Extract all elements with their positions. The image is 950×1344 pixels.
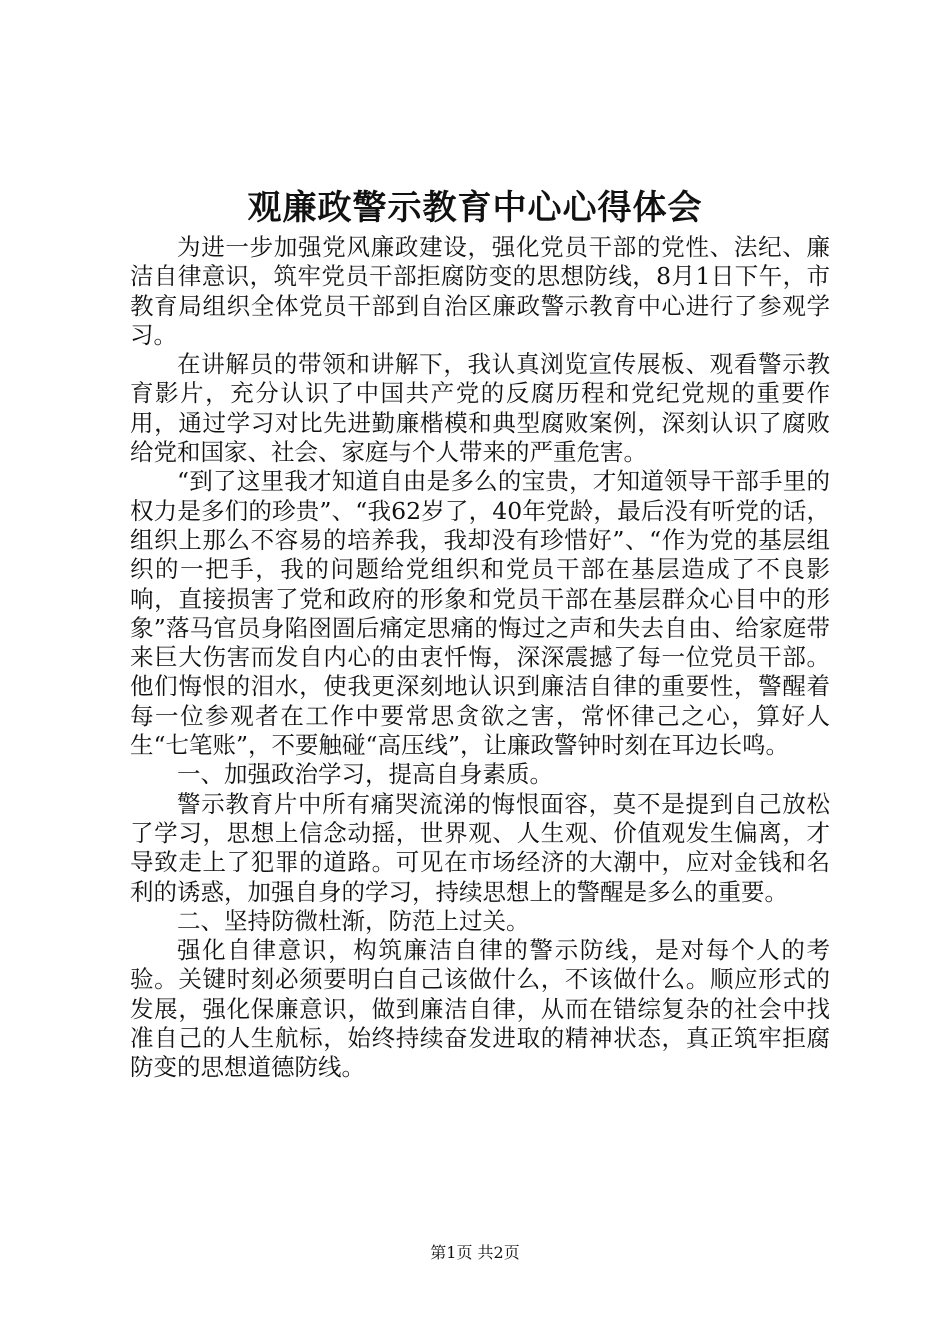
paragraph-intro: 为进一步加强党风廉政建设，强化党员干部的党性、法纪、廉洁自律意识，筑牢党员干部拒腐防变的思想防线，8月1日下午，市教育局组织全体党员干部到自治区廉政警示教育中心进行了参观学习。 xyxy=(130,233,830,349)
page-number-footer: 第1页 共2页 xyxy=(430,1243,520,1262)
document-body xyxy=(130,233,830,1083)
paragraph-visit: 在讲解员的带领和讲解下，我认真浏览宣传展板、观看警示教育影片，充分认识了中国共产党的反腐历程和党纪党规的重要作用，通过学习对比先进勤廉楷模和典型腐败案例，深刻认识了腐败给党和国家、社会、家庭与个人带来的严重危害。 xyxy=(130,350,830,467)
paragraph-self-discipline: 强化自律意识，构筑廉洁自律的警示防线，是对每个人的考验。关键时刻必须要明白自己该做什么，不该做什么。顺应形式的发展，强化保廉意识，做到廉洁自律，从而在错综复杂的社会中找准自己的人生航标，始终持续奋发进取的精神状态，真正筑牢拒腐防变的思想道德防线。 xyxy=(130,936,830,1082)
paragraph-confessions: “到了这里我才知道自由是多么的宝贵，才知道领导干部手里的权力是多们的珍贵”、“我62岁了，40年党龄，最后没有听党的话，组织上那么不容易的培养我，我却没有珍惜好”、“作为党的基层组织的一把手，我的问题给党组织和党员干部在基层造成了不良影响，直接损害了党和政府的形象和党员干部在基层群众心目中的形象”落马官员身陷囹圄后痛定思痛的悔过之声和失去自由、给家庭带来巨大伤害而发自内心的由衷忏悔，深深震撼了每一位党员干部。他们悔恨的泪水，使我更深刻地认识到廉洁自律的重要性，警醒着每一位参观者在工作中要常思贪欲之害，常怀律己之心，算好人生“七笔账”，不要触碰“高压线”，让廉政警钟时刻在耳边长鸣。 xyxy=(130,467,830,760)
paragraph-study: 警示教育片中所有痛哭流涕的悔恨面容，莫不是提到自己放松了学习，思想上信念动摇，世界观、人生观、价值观发生偏离，才导致走上了犯罪的道路。可见在市场经济的大潮中，应对金钱和名利的诱惑，加强自身的学习，持续思想上的警醒是多么的重要。 xyxy=(130,789,830,906)
section-heading-1: 一、加强政治学习，提高自身素质。 xyxy=(177,760,553,789)
document-title: 观廉政警示教育中心心得体会 xyxy=(247,188,703,228)
section-heading-2: 二、坚持防微杜渐，防范上过关。 xyxy=(177,906,530,935)
